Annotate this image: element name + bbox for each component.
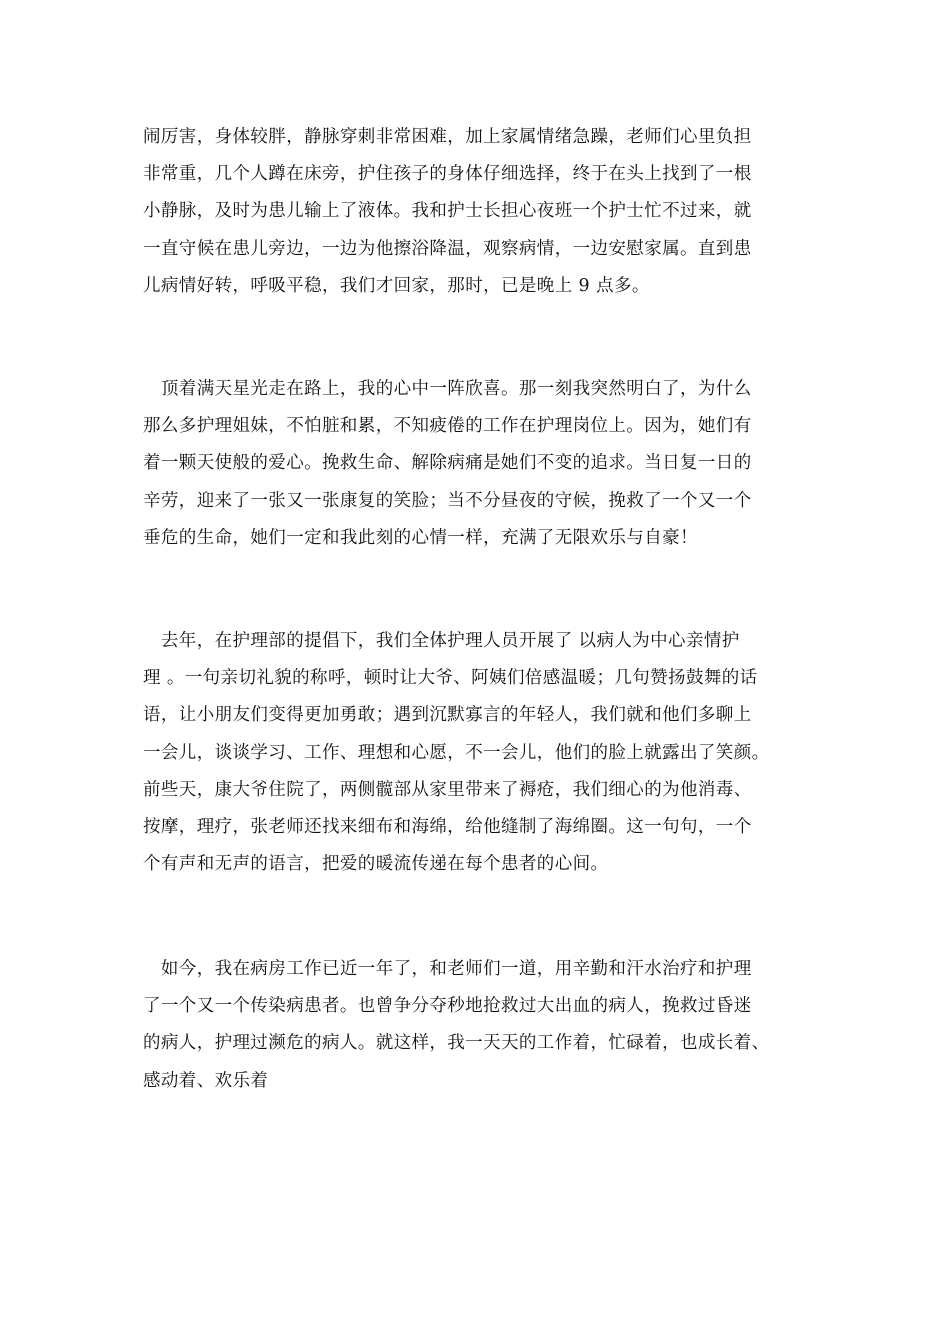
paragraph-line: 的病人，护理过濒危的病人。就这样，我一天天的工作着，忙碌着，也成长着、 — [143, 1033, 770, 1054]
paragraph-line: 儿病情好转，呼吸平稳，我们才回家，那时，已是晚上 9 点多。 — [143, 275, 650, 296]
paragraph-line: 非常重，几个人蹲在床旁，护住孩子的身体仔细选择，终于在头上找到了一根 — [143, 164, 752, 185]
paragraph-line: 辛劳，迎来了一张又一张康复的笑脸；当不分昼夜的守候，挽救了一个又一个 — [143, 490, 752, 511]
paragraph-4 — [143, 951, 808, 1100]
paragraph-2 — [143, 371, 808, 557]
paragraph-3 — [143, 623, 808, 883]
paragraph-line: 个有声和无声的语言，把爱的暖流传递在每个患者的心间。 — [143, 854, 609, 875]
paragraph-line: 顶着满天星光走在路上，我的心中一阵欣喜。那一刻我突然明白了，为什么 — [143, 379, 752, 399]
paragraph-line: 一会儿，谈谈学习、工作、理想和心愿，不一会儿，他们的脸上就露出了笑颜。 — [143, 742, 770, 763]
paragraph-line: 一直守候在患儿旁边，一边为他擦浴降温，观察病情，一边安慰家属。直到患 — [143, 238, 752, 259]
paragraph-line: 感动着、欢乐着 — [143, 1070, 269, 1091]
paragraph-line: 了一个又一个传染病患者。也曾争分夺秒地抢救过大出血的病人，挽救过昏迷 — [143, 996, 752, 1017]
paragraph-line: 语，让小朋友们变得更加勇敢；遇到沉默寡言的年轻人，我们就和他们多聊上 — [143, 705, 752, 726]
paragraph-line: 那么多护理姐妹，不怕脏和累，不知疲倦的工作在护理岗位上。因为，她们有 — [143, 416, 752, 437]
paragraph-line: 去年，在护理部的提倡下，我们全体护理人员开展了 以病人为中心亲情护 — [143, 631, 740, 651]
paragraph-line: 垂危的生命，她们一定和我此刻的心情一样，充满了无限欢乐与自豪！ — [143, 527, 698, 548]
paragraph-line: 按摩，理疗，张老师还找来细布和海绵，给他缝制了海绵圈。这一句句，一个 — [143, 816, 752, 837]
paragraph-line: 闹厉害，身体较胖，静脉穿刺非常困难，加上家属情绪急躁，老师们心里负担 — [143, 127, 752, 147]
paragraph-line: 如今，我在病房工作已近一年了，和老师们一道，用辛勤和汗水治疗和护理 — [143, 959, 752, 979]
paragraph-line: 着一颗天使般的爱心。挽救生命、解除病痛是她们不变的追求。当日复一日的 — [143, 453, 752, 474]
paragraph-line: 前些天，康大爷住院了，两侧髋部从家里带来了褥疮，我们细心的为他消毒、 — [143, 779, 752, 800]
paragraph-line: 理 。一句亲切礼貌的称呼，顿时让大爷、阿姨们倍感温暖；几句赞扬鼓舞的话 — [143, 668, 758, 689]
paragraph-line: 小静脉，及时为患儿输上了液体。我和护士长担心夜班一个护士忙不过来，就 — [143, 201, 752, 222]
paragraph-1 — [143, 119, 808, 305]
